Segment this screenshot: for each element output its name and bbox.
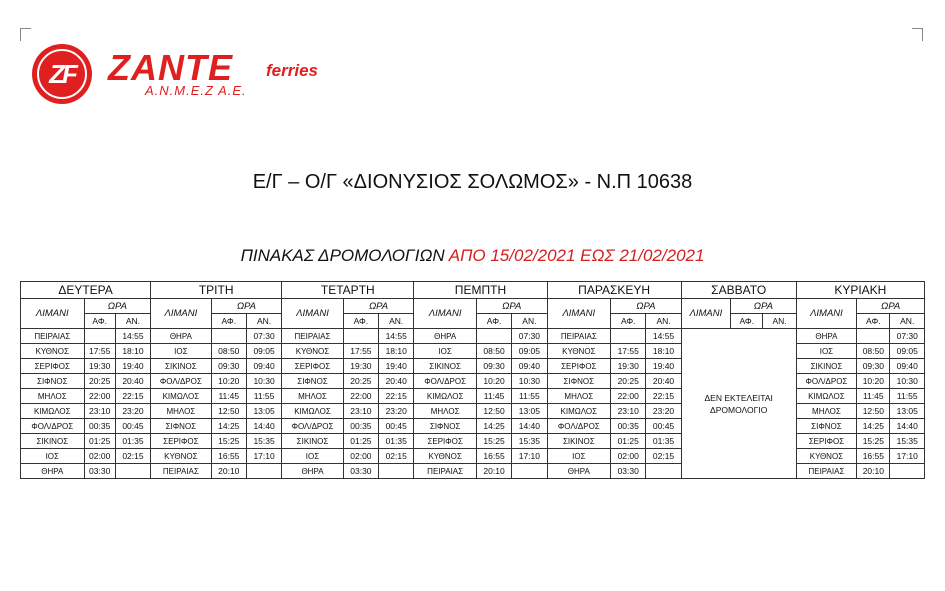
arrival-header: ΑΝ.	[115, 314, 150, 329]
arrival-cell: 07:30	[246, 329, 281, 344]
port-cell: ΣΙΚΙΝΟΣ	[414, 359, 477, 374]
arrival-cell: 01:35	[646, 434, 681, 449]
arrival-cell: 02:15	[646, 449, 681, 464]
port-cell: ΘΗΡΑ	[796, 329, 857, 344]
day-header: ΔΕΥΤΕΡΑ	[21, 282, 151, 299]
departure-cell: 00:35	[611, 419, 646, 434]
departure-header: ΑΦ.	[84, 314, 115, 329]
day-header: ΠΕΜΠΤΗ	[414, 282, 547, 299]
departure-cell: 20:25	[84, 374, 115, 389]
departure-cell: 20:10	[476, 464, 511, 479]
logo-suffix: ferries	[266, 61, 318, 80]
port-cell: ΙΟΣ	[414, 344, 477, 359]
port-cell: ΣΙΚΙΝΟΣ	[547, 434, 611, 449]
arrival-cell: 19:40	[646, 359, 681, 374]
crop-mark-top-left	[20, 28, 31, 41]
time-header: ΩΡΑ	[731, 299, 797, 314]
arrival-cell: 23:20	[115, 404, 150, 419]
arrival-cell: 15:35	[512, 434, 547, 449]
port-cell: ΚΙΜΩΛΟΣ	[796, 389, 857, 404]
logo-company: Α.Ν.Μ.Ε.Ζ Α.Ε.	[145, 83, 247, 98]
port-cell: ΘΗΡΑ	[547, 464, 611, 479]
arrival-cell: 22:15	[646, 389, 681, 404]
arrival-cell: 20:40	[379, 374, 414, 389]
arrival-cell: 09:40	[246, 359, 281, 374]
crop-mark-top-right	[912, 28, 923, 41]
departure-cell: 12:50	[476, 404, 511, 419]
arrival-cell	[646, 464, 681, 479]
arrival-cell: 10:30	[890, 374, 925, 389]
arrival-cell: 23:20	[379, 404, 414, 419]
port-cell: ΣΙΦΝΟΣ	[151, 419, 212, 434]
schedule-date-range: ΑΠΟ 15/02/2021 ΕΩΣ 21/02/2021	[448, 246, 705, 265]
departure-cell: 23:10	[84, 404, 115, 419]
arrival-cell: 15:35	[890, 434, 925, 449]
schedule-table	[20, 281, 925, 479]
departure-cell: 01:25	[611, 434, 646, 449]
departure-cell: 23:10	[343, 404, 378, 419]
port-cell: ΚΥΘΝΟΣ	[796, 449, 857, 464]
port-cell: ΦΟΛ/ΔΡΟΣ	[151, 374, 212, 389]
arrival-cell	[246, 464, 281, 479]
departure-cell: 03:30	[343, 464, 378, 479]
port-cell: ΠΕΙΡΑΙΑΣ	[282, 329, 344, 344]
port-cell: ΜΗΛΟΣ	[414, 404, 477, 419]
departure-header: ΑΦ.	[611, 314, 646, 329]
time-header: ΩΡΑ	[84, 299, 151, 314]
arrival-cell: 17:10	[890, 449, 925, 464]
departure-cell: 16:55	[211, 449, 246, 464]
port-cell: ΘΗΡΑ	[151, 329, 212, 344]
arrival-cell: 02:15	[115, 449, 150, 464]
port-cell: ΜΗΛΟΣ	[282, 389, 344, 404]
departure-cell: 19:30	[84, 359, 115, 374]
departure-cell: 08:50	[211, 344, 246, 359]
port-cell: ΣΙΦΝΟΣ	[21, 374, 85, 389]
port-cell: ΠΕΙΡΑΙΑΣ	[547, 329, 611, 344]
departure-header: ΑΦ.	[211, 314, 246, 329]
departure-cell: 08:50	[476, 344, 511, 359]
departure-cell	[857, 329, 890, 344]
departure-cell: 01:25	[84, 434, 115, 449]
departure-cell: 09:30	[857, 359, 890, 374]
arrival-cell	[890, 464, 925, 479]
departure-cell: 02:00	[84, 449, 115, 464]
company-logo	[32, 44, 362, 114]
departure-cell	[343, 329, 378, 344]
arrival-cell	[115, 464, 150, 479]
arrival-cell: 11:55	[246, 389, 281, 404]
departure-cell: 22:00	[84, 389, 115, 404]
port-cell: ΣΙΚΙΝΟΣ	[796, 359, 857, 374]
departure-cell: 15:25	[211, 434, 246, 449]
arrival-cell: 20:40	[115, 374, 150, 389]
time-header: ΩΡΑ	[343, 299, 414, 314]
arrival-cell: 01:35	[379, 434, 414, 449]
departure-cell	[211, 329, 246, 344]
departure-cell: 02:00	[343, 449, 378, 464]
arrival-cell: 10:30	[512, 374, 547, 389]
port-cell: ΘΗΡΑ	[282, 464, 344, 479]
departure-cell: 11:45	[211, 389, 246, 404]
arrival-cell: 13:05	[512, 404, 547, 419]
arrival-header: ΑΝ.	[646, 314, 681, 329]
departure-cell: 08:50	[857, 344, 890, 359]
departure-cell: 23:10	[611, 404, 646, 419]
port-cell: ΦΟΛ/ΔΡΟΣ	[414, 374, 477, 389]
port-cell: ΣΙΦΝΟΣ	[414, 419, 477, 434]
departure-cell: 12:50	[857, 404, 890, 419]
port-cell: ΚΥΘΝΟΣ	[282, 344, 344, 359]
port-header: ΛΙΜΑΝΙ	[681, 299, 730, 329]
port-cell: ΜΗΛΟΣ	[796, 404, 857, 419]
departure-cell: 17:55	[611, 344, 646, 359]
logo-emblem-icon	[32, 44, 92, 104]
day-header: ΤΕΤΑΡΤΗ	[282, 282, 414, 299]
departure-cell: 12:50	[211, 404, 246, 419]
departure-cell: 20:25	[343, 374, 378, 389]
port-cell: ΣΙΦΝΟΣ	[282, 374, 344, 389]
departure-cell: 17:55	[343, 344, 378, 359]
port-header: ΛΙΜΑΝΙ	[796, 299, 857, 329]
departure-cell: 15:25	[857, 434, 890, 449]
arrival-cell: 14:55	[646, 329, 681, 344]
arrival-cell: 00:45	[379, 419, 414, 434]
port-cell: ΚΙΜΩΛΟΣ	[547, 404, 611, 419]
departure-cell: 03:30	[611, 464, 646, 479]
arrival-cell: 11:55	[890, 389, 925, 404]
table-row	[21, 329, 925, 344]
departure-cell: 20:10	[857, 464, 890, 479]
day-header-row	[21, 282, 925, 299]
logo-name: ZANTE	[108, 47, 233, 88]
departure-cell: 10:20	[211, 374, 246, 389]
arrival-cell: 19:40	[379, 359, 414, 374]
departure-cell: 14:25	[857, 419, 890, 434]
departure-cell	[476, 329, 511, 344]
departure-cell: 00:35	[84, 419, 115, 434]
arrival-cell: 10:30	[246, 374, 281, 389]
arrival-cell: 14:40	[246, 419, 281, 434]
port-cell: ΣΙΦΝΟΣ	[547, 374, 611, 389]
departure-cell: 14:25	[211, 419, 246, 434]
column-header-row	[21, 299, 925, 314]
time-header: ΩΡΑ	[211, 299, 282, 314]
port-cell: ΣΕΡΙΦΟΣ	[151, 434, 212, 449]
port-cell: ΚΥΘΝΟΣ	[414, 449, 477, 464]
arrival-cell	[512, 464, 547, 479]
arrival-cell: 18:10	[646, 344, 681, 359]
arrival-cell: 07:30	[512, 329, 547, 344]
departure-cell: 22:00	[343, 389, 378, 404]
departure-cell: 11:45	[476, 389, 511, 404]
departure-cell: 11:45	[857, 389, 890, 404]
port-cell: ΜΗΛΟΣ	[21, 389, 85, 404]
port-cell: ΠΕΙΡΑΙΑΣ	[414, 464, 477, 479]
arrival-cell: 22:15	[379, 389, 414, 404]
departure-header: ΑΦ.	[857, 314, 890, 329]
port-header: ΛΙΜΑΝΙ	[547, 299, 611, 329]
port-cell: ΜΗΛΟΣ	[151, 404, 212, 419]
no-service-note: ΔΕΝ ΕΚΤΕΛΕΙΤΑΙ ΔΡΟΜΟΛΟΓΙΟ	[681, 329, 796, 479]
port-cell: ΙΟΣ	[151, 344, 212, 359]
arrival-cell: 11:55	[512, 389, 547, 404]
arrival-cell: 22:15	[115, 389, 150, 404]
arrival-cell: 14:40	[890, 419, 925, 434]
port-cell: ΚΥΘΝΟΣ	[151, 449, 212, 464]
arrival-header: ΑΝ.	[763, 314, 796, 329]
arrival-cell: 09:05	[512, 344, 547, 359]
port-cell: ΚΥΘΝΟΣ	[547, 344, 611, 359]
arrival-cell: 01:35	[115, 434, 150, 449]
departure-cell: 20:10	[211, 464, 246, 479]
time-header: ΩΡΑ	[476, 299, 547, 314]
departure-cell: 16:55	[476, 449, 511, 464]
departure-cell: 10:20	[857, 374, 890, 389]
port-header: ΛΙΜΑΝΙ	[21, 299, 85, 329]
departure-cell	[611, 329, 646, 344]
arrival-header: ΑΝ.	[890, 314, 925, 329]
arrival-header: ΑΝ.	[512, 314, 547, 329]
port-cell: ΚΙΜΩΛΟΣ	[21, 404, 85, 419]
arrival-header: ΑΝ.	[246, 314, 281, 329]
arrival-cell: 09:40	[512, 359, 547, 374]
arrival-cell: 18:10	[379, 344, 414, 359]
departure-cell: 16:55	[857, 449, 890, 464]
port-cell: ΙΟΣ	[547, 449, 611, 464]
arrival-cell: 13:05	[246, 404, 281, 419]
departure-cell: 19:30	[611, 359, 646, 374]
departure-cell: 02:00	[611, 449, 646, 464]
arrival-cell: 14:55	[379, 329, 414, 344]
arrival-cell: 19:40	[115, 359, 150, 374]
port-cell: ΦΟΛ/ΔΡΟΣ	[547, 419, 611, 434]
port-cell: ΣΕΡΙΦΟΣ	[282, 359, 344, 374]
port-cell: ΚΙΜΩΛΟΣ	[151, 389, 212, 404]
time-header: ΩΡΑ	[857, 299, 925, 314]
arrival-cell: 13:05	[890, 404, 925, 419]
port-cell: ΠΕΙΡΑΙΑΣ	[151, 464, 212, 479]
departure-header: ΑΦ.	[731, 314, 763, 329]
departure-cell: 09:30	[211, 359, 246, 374]
day-header: ΠΑΡΑΣΚΕΥΗ	[547, 282, 681, 299]
port-cell: ΣΕΡΙΦΟΣ	[414, 434, 477, 449]
port-cell: ΦΟΛ/ΔΡΟΣ	[282, 419, 344, 434]
port-cell: ΦΟΛ/ΔΡΟΣ	[796, 374, 857, 389]
arrival-cell: 17:10	[246, 449, 281, 464]
arrival-cell: 17:10	[512, 449, 547, 464]
departure-cell: 22:00	[611, 389, 646, 404]
departure-cell: 15:25	[476, 434, 511, 449]
port-cell: ΣΕΡΙΦΟΣ	[547, 359, 611, 374]
vessel-title: Ε/Γ – Ο/Γ «ΔΙΟΝΥΣΙΟΣ ΣΟΛΩΜΟΣ» - Ν.Π 10638	[252, 171, 693, 193]
port-cell: ΣΕΡΙΦΟΣ	[796, 434, 857, 449]
arrival-header: ΑΝ.	[379, 314, 414, 329]
port-cell: ΣΕΡΙΦΟΣ	[21, 359, 85, 374]
arrival-cell: 20:40	[646, 374, 681, 389]
logo-monogram: ZF	[37, 49, 87, 99]
port-header: ΛΙΜΑΝΙ	[151, 299, 212, 329]
departure-cell: 19:30	[343, 359, 378, 374]
departure-cell: 14:25	[476, 419, 511, 434]
port-cell: ΚΥΘΝΟΣ	[21, 344, 85, 359]
arrival-cell: 02:15	[379, 449, 414, 464]
port-header: ΛΙΜΑΝΙ	[282, 299, 344, 329]
arrival-cell: 15:35	[246, 434, 281, 449]
port-cell: ΘΗΡΑ	[21, 464, 85, 479]
schedule-title	[0, 244, 945, 268]
arrival-cell: 14:55	[115, 329, 150, 344]
port-cell: ΠΕΙΡΑΙΑΣ	[796, 464, 857, 479]
departure-cell: 01:25	[343, 434, 378, 449]
arrival-cell: 23:20	[646, 404, 681, 419]
port-cell: ΣΙΚΙΝΟΣ	[151, 359, 212, 374]
departure-cell: 00:35	[343, 419, 378, 434]
arrival-cell: 09:05	[246, 344, 281, 359]
departure-cell: 20:25	[611, 374, 646, 389]
arrival-cell	[379, 464, 414, 479]
port-cell: ΙΟΣ	[796, 344, 857, 359]
port-cell: ΣΙΦΝΟΣ	[796, 419, 857, 434]
departure-header: ΑΦ.	[476, 314, 511, 329]
time-header: ΩΡΑ	[611, 299, 682, 314]
departure-cell: 09:30	[476, 359, 511, 374]
departure-cell: 03:30	[84, 464, 115, 479]
port-cell: ΦΟΛ/ΔΡΟΣ	[21, 419, 85, 434]
arrival-cell: 00:45	[646, 419, 681, 434]
port-cell: ΣΙΚΙΝΟΣ	[282, 434, 344, 449]
port-cell: ΙΟΣ	[282, 449, 344, 464]
port-cell: ΜΗΛΟΣ	[547, 389, 611, 404]
day-header: ΣΑΒΒΑΤΟ	[681, 282, 796, 299]
port-cell: ΘΗΡΑ	[414, 329, 477, 344]
arrival-cell: 09:05	[890, 344, 925, 359]
port-cell: ΣΙΚΙΝΟΣ	[21, 434, 85, 449]
day-header: ΚΥΡΙΑΚΗ	[796, 282, 924, 299]
arrival-cell: 00:45	[115, 419, 150, 434]
arrival-cell: 09:40	[890, 359, 925, 374]
schedule-title-label: ΠΙΝΑΚΑΣ ΔΡΟΜΟΛΟΓΙΩΝ	[240, 246, 445, 265]
port-cell: ΙΟΣ	[21, 449, 85, 464]
port-header: ΛΙΜΑΝΙ	[414, 299, 477, 329]
port-cell: ΚΙΜΩΛΟΣ	[282, 404, 344, 419]
departure-cell: 17:55	[84, 344, 115, 359]
day-header: ΤΡΙΤΗ	[151, 282, 282, 299]
departure-cell: 10:20	[476, 374, 511, 389]
departure-header: ΑΦ.	[343, 314, 378, 329]
arrival-cell: 18:10	[115, 344, 150, 359]
arrival-cell: 14:40	[512, 419, 547, 434]
port-cell: ΠΕΙΡΑΙΑΣ	[21, 329, 85, 344]
port-cell: ΚΙΜΩΛΟΣ	[414, 389, 477, 404]
arrival-cell: 07:30	[890, 329, 925, 344]
departure-cell	[84, 329, 115, 344]
